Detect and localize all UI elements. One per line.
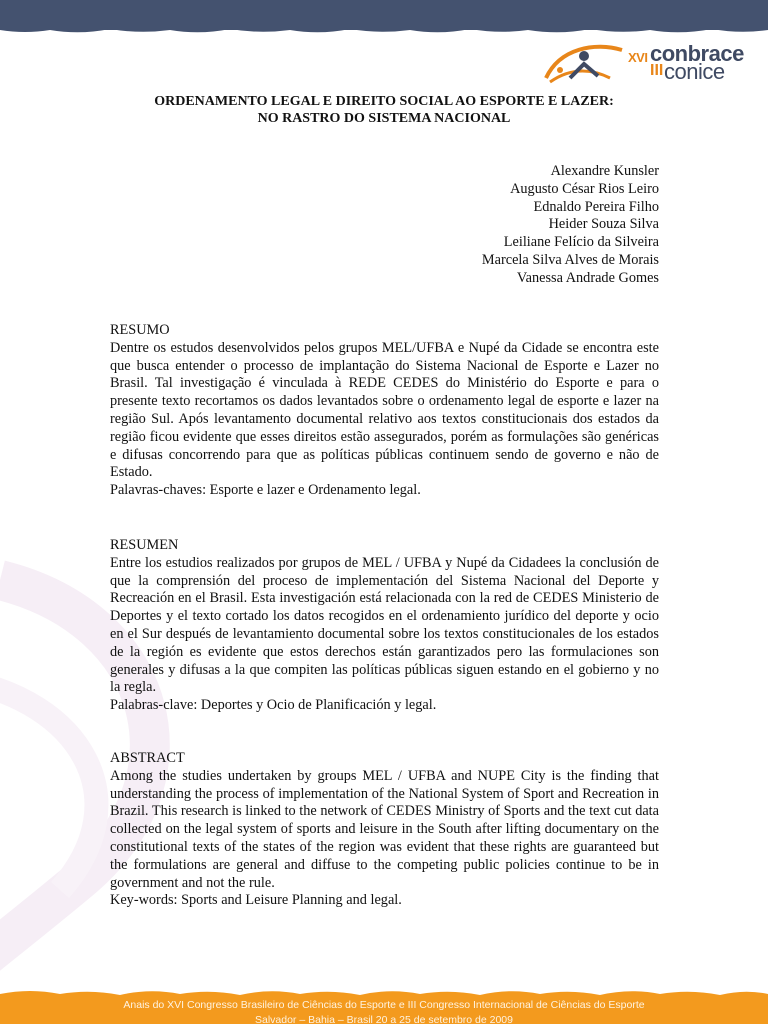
- logo-iii-text: III: [650, 62, 664, 79]
- resumo-heading: RESUMO: [110, 322, 170, 338]
- title-line-1: ORDENAMENTO LEGAL E DIREITO SOCIAL AO ESPORTE E LAZER:: [154, 94, 614, 109]
- author-name: Ednaldo Pereira Filho: [533, 198, 659, 215]
- footer-location-line: Salvador – Bahia – Brasil 20 a 25 de setembro de 2009: [254, 1014, 513, 1026]
- resumen-section: [110, 537, 659, 715]
- abstract-heading: ABSTRACT: [110, 750, 185, 766]
- abstract-body: Among the studies undertaken by groups MEL / UFBA and NUPE City is the finding that understanding the process of implementation of the National System of Sport and Recreation in Brazil. This research is linked to the network of CEDES Ministry of Sports and the text cut data collected on the legal system of sports and leisure in the South after lifting documentary on the constitutional texts of the states of the region was evident that these rights are guaranteed but the formulations are general and diffuse to the competing public policies continue to be in government and not the rule.: [110, 767, 659, 891]
- resumo-body: Dentre os estudos desenvolvidos pelos grupos MEL/UFBA e Nupé da Cidade se encontra este que busca entender o processo de implantação do Sistema Nacional de Esporte e Lazer no Brasil. Tal investigação é vinculada à REDE CEDES do Ministério do Esporte e para o presente texto recortamos os dados levantados sobre o ordenamento legal de esporte e lazer na região Sul. Após levantamento documental relativo aos textos constitucionais dos estados da região ficou evidente que esses direitos estão assegurados, porém as formulações são genéricas e difusas concorrendo para que as políticas públicas continuem sendo de governo e não de Estado.: [110, 339, 659, 481]
- resumo-section: [110, 322, 659, 500]
- author-name: Heider Souza Silva: [548, 216, 659, 233]
- conbrace-conice-logo: [540, 38, 762, 90]
- author-name: Augusto César Rios Leiro: [510, 180, 659, 197]
- author-name: Leiliane Felício da Silveira: [503, 234, 659, 251]
- abstract-section: [110, 750, 659, 910]
- logo-conice-text: conice: [664, 59, 725, 84]
- paper-title: [110, 93, 658, 127]
- author-name: Marcela Silva Alves de Morais: [481, 251, 659, 268]
- resumo-keywords: Palavras-chaves: Esporte e lazer e Ordenamento legal.: [110, 482, 421, 499]
- logo-xvi-text: XVI: [628, 50, 648, 65]
- author-name: Alexandre Kunsler: [550, 163, 659, 179]
- abstract-keywords: Key-words: Sports and Leisure Planning and legal.: [110, 892, 402, 909]
- resumen-heading: RESUMEN: [110, 537, 179, 553]
- resumen-body: Entre los estudios realizados por grupos de MEL / UFBA y Nupé da Cidadees la conclusión de que la comprensión del proceso de implementación del Sistema Nacional del Deporte y Recreación en el Brasil. Esta investigación está relacionada con la red de CEDES Ministerio de Deportes y el texto cortado los datos recogidos en el ordenamiento jurídico del deporte y ocio en el Sur después de levantamiento documental sobre los textos constitucionales de los estados de la región es evidente que estos derechos están garantizados pero las formulaciones son generales y difusas a la que compiten las políticas públicas siguen estando en el gobierno y no la regla.: [110, 554, 659, 696]
- logo-conbrace-text: conbrace: [650, 41, 744, 66]
- author-name: Vanessa Andrade Gomes: [516, 269, 659, 286]
- logo-figure-icon: [540, 38, 630, 90]
- resumen-keywords: Palabras-clave: Deportes y Ocio de Planificación y legal.: [110, 697, 437, 714]
- author-list: [380, 163, 659, 288]
- footer-congress-line: Anais do XVI Congresso Brasileiro de Ciências do Esporte e III Congresso Internacional de Ciências do Esporte: [123, 999, 645, 1011]
- title-line-2: NO RASTRO DO SISTEMA NACIONAL: [257, 111, 511, 126]
- top-band-torn-edge: [0, 26, 768, 36]
